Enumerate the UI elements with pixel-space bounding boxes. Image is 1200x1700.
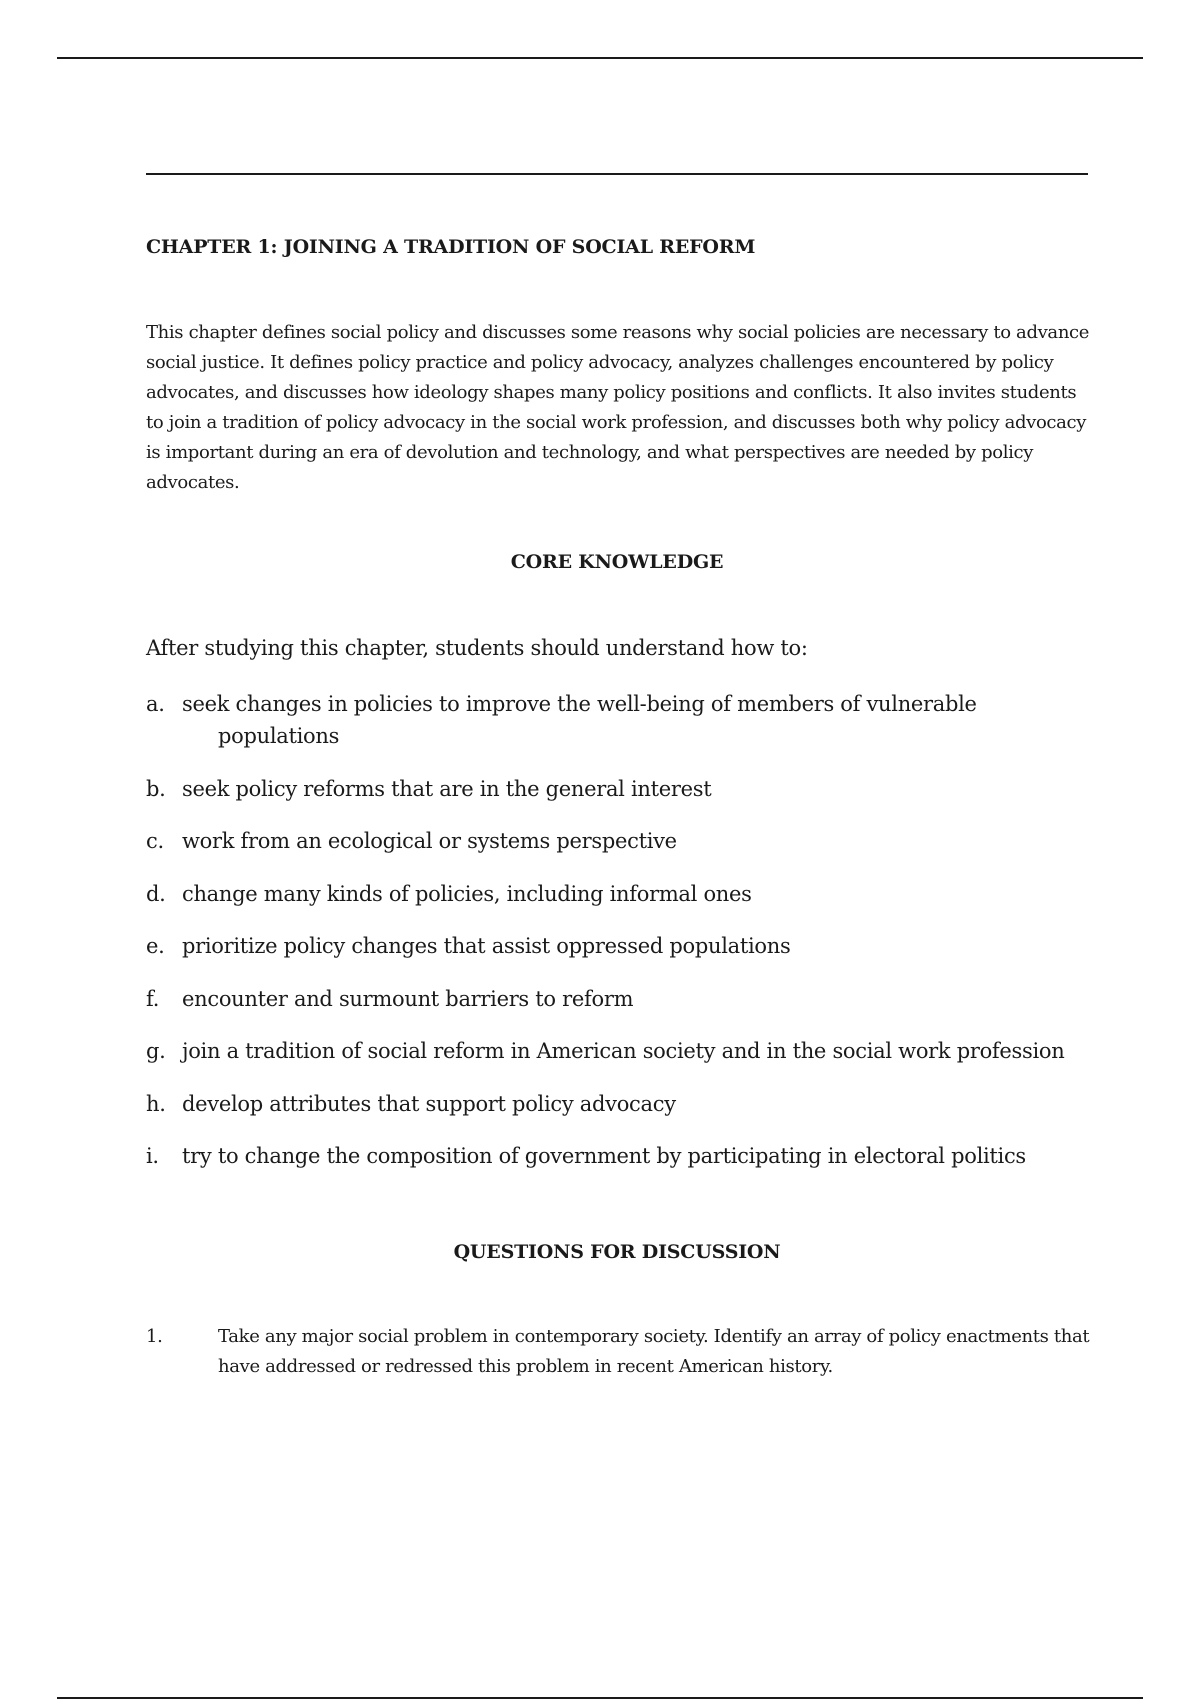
objective-text: work from an ecological or systems perspective (182, 829, 677, 853)
page-bottom-rule (57, 1697, 1143, 1699)
objective-item (146, 878, 1096, 910)
objective-text-continued: populations (218, 724, 340, 748)
objective-item (146, 1035, 1096, 1067)
objective-marker: g. (146, 1039, 166, 1063)
page-top-rule (57, 57, 1143, 59)
core-knowledge-heading: CORE KNOWLEDGE (510, 551, 724, 573)
header-rule (146, 173, 1088, 175)
chapter-intro: This chapter defines social policy and discusses some reasons why social policies are necessary to advance social justice. It defines policy practice and policy advocacy, analyzes challenges encountered by policy advocates, and discusses how ideology shapes many policy positions and conflicts. It also invites students to join a tradition of policy advocacy in the social work profession, and discusses both why policy advocacy is important during an era of devolution and technology, and what perspectives are needed by policy advocates. (146, 322, 1090, 493)
objective-marker: d. (146, 881, 166, 906)
objective-text: seek policy reforms that are in the general interest (182, 776, 712, 801)
objective-text: seek changes in policies to improve the well-being of members of vulnerable (182, 692, 977, 716)
objective-marker: f. (146, 986, 160, 1011)
discussion-question (146, 1322, 1096, 1382)
objective-text: develop attributes that support policy advocacy (182, 1091, 676, 1116)
objective-marker: c. (146, 829, 164, 853)
objective-text: encounter and surmount barriers to reform (182, 986, 634, 1011)
objective-item (146, 825, 1096, 857)
objective-marker: i. (146, 1144, 159, 1168)
objective-text: change many kinds of policies, including informal ones (182, 881, 752, 906)
objective-text: prioritize policy changes that assist oppressed populations (182, 934, 791, 958)
chapter-title: CHAPTER 1: JOINING A TRADITION OF SOCIAL REFORM (146, 236, 756, 258)
questions-heading: QUESTIONS FOR DISCUSSION (453, 1241, 781, 1263)
question-text: Take any major social problem in contemporary society. Identify an array of policy enactments that have addressed or redressed this problem in recent American history. (218, 1326, 1090, 1377)
objective-item (146, 773, 1096, 805)
objective-item (146, 983, 1096, 1015)
core-knowledge-lead: After studying this chapter, students should understand how to: (146, 636, 808, 660)
objective-item (146, 1140, 1096, 1172)
objective-marker: h. (146, 1091, 166, 1116)
objective-item (146, 930, 1096, 962)
objective-marker: e. (146, 934, 165, 958)
objective-marker: b. (146, 776, 166, 801)
core-knowledge-list (146, 688, 1096, 1193)
objective-text: join a tradition of social reform in American society and in the social work profession (182, 1039, 1065, 1063)
question-number: 1. (146, 1326, 163, 1347)
objective-item (146, 688, 1096, 752)
objective-text: try to change the composition of government by participating in electoral politics (182, 1144, 1026, 1168)
objective-marker: a. (146, 692, 165, 716)
objective-item (146, 1088, 1096, 1120)
